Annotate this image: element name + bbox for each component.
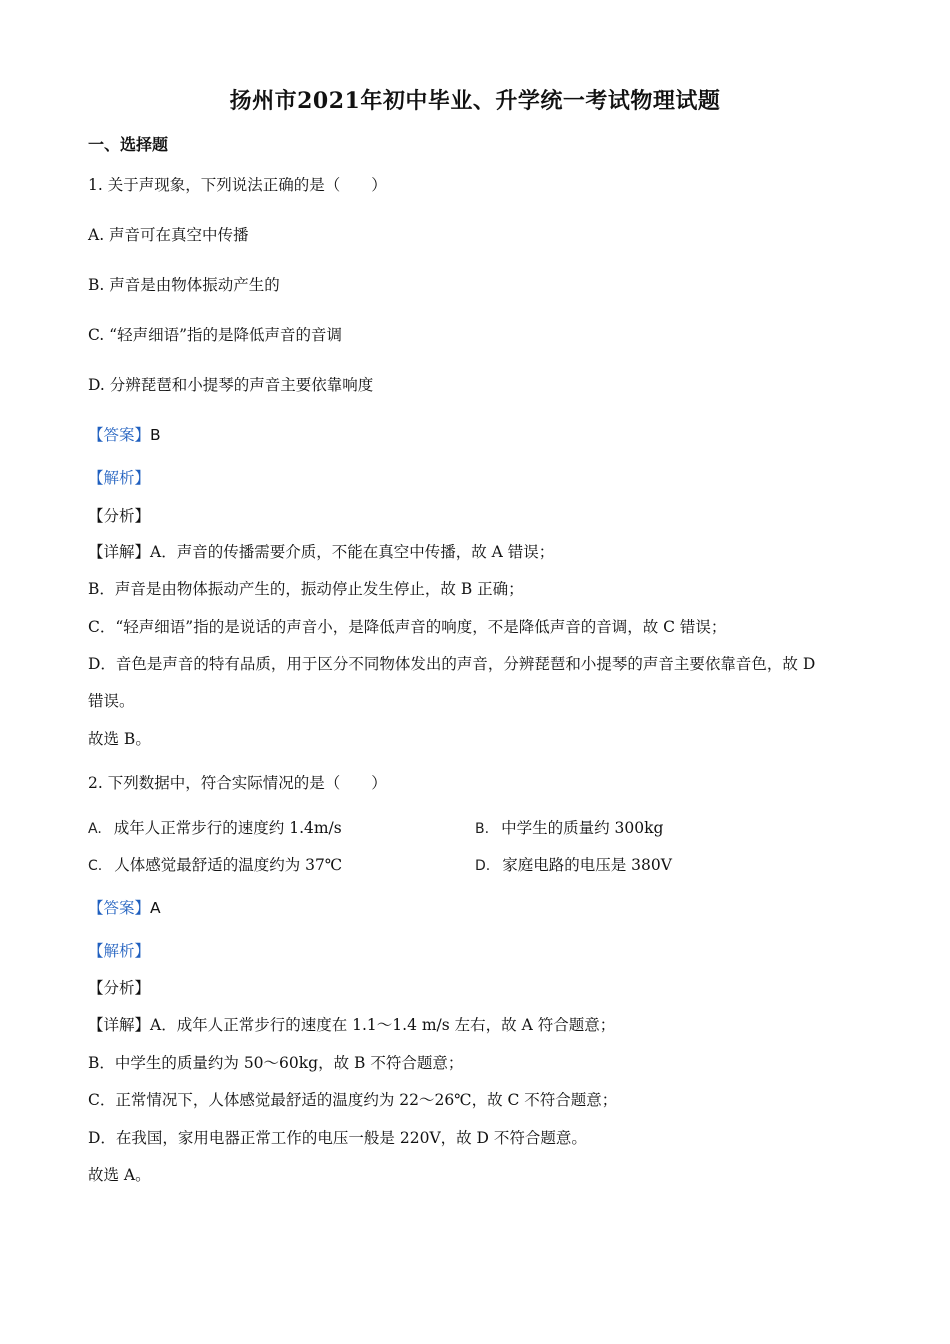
q2-detail-b: B．中学生的质量约为 50～60kg，故 B 不符合题意； [88, 1054, 464, 1072]
option-letter: D. [475, 858, 491, 874]
q2-stem: 2. 下列数据中，符合实际情况的是（ ） [88, 774, 387, 792]
q2-detail-d: D．在我国，家用电器正常工作的电压一般是 220V，故 D 不符合题意。 [88, 1129, 587, 1147]
answer-label: 【答案】 [88, 426, 151, 444]
q1-answer [88, 424, 161, 446]
q1-option-d: D. 分辨琵琶和小提琴的声音主要依靠响度 [88, 376, 374, 394]
q1-option-c: C. “轻声细语”指的是降低声音的音调 [88, 326, 343, 344]
detail-text: A．成年人正常步行的速度在 1.1～1.4 m/s 左右，故 A 符合题意； [150, 1016, 616, 1034]
q1-option-b: B. 声音是由物体振动产生的 [88, 276, 280, 294]
q2-conclusion: 故选 A。 [88, 1166, 151, 1184]
option-letter: C. [88, 858, 103, 874]
q2-analysis-label: 【解析】 [88, 942, 151, 960]
option-text: 中学生的质量约 300kg [501, 819, 664, 837]
q2-option-a [88, 816, 342, 838]
q2-detail-line [88, 1014, 615, 1036]
q1-conclusion: 故选 B。 [88, 730, 151, 748]
option-letter: A. [88, 821, 102, 837]
option-letter: B. [475, 821, 490, 837]
answer-value: A [150, 899, 161, 917]
page-title: 扬州市2021年初中毕业、升学统一考试物理试题 [229, 88, 721, 114]
detail-label: 【详解】 [88, 1016, 151, 1034]
q1-detail-d-cont: 错误。 [88, 692, 135, 710]
detail-label: 【详解】 [88, 543, 151, 561]
q1-option-a: A. 声音可在真空中传播 [88, 226, 249, 244]
q1-detail-b: B．声音是由物体振动产生的，振动停止发生停止，故 B 正确； [88, 580, 524, 598]
q2-option-c [88, 853, 342, 875]
answer-label: 【答案】 [88, 899, 151, 917]
answer-value: B [150, 426, 161, 444]
option-text: 家庭电路的电压是 380V [502, 856, 672, 874]
q2-detail-c: C．正常情况下，人体感觉最舒适的温度约为 22～26℃，故 C 不符合题意； [88, 1091, 618, 1109]
q1-detail-line [88, 541, 554, 563]
q2-option-d [475, 853, 672, 875]
q1-detail-d: D．音色是声音的特有品质，用于区分不同物体发出的声音，分辨琵琶和小提琴的声音主要依靠音色，故 D [88, 655, 816, 673]
option-text: 成年人正常步行的速度约 1.4m/s [113, 819, 342, 837]
q2-option-b [475, 816, 663, 838]
detail-text: A．声音的传播需要介质，不能在真空中传播，故 A 错误； [150, 543, 555, 561]
q1-stem: 1. 关于声现象，下列说法正确的是（ ） [88, 176, 387, 194]
option-text: 人体感觉最舒适的温度约为 37℃ [114, 856, 343, 874]
q1-fenxi-label: 【分析】 [88, 507, 151, 525]
q1-detail-c: C．“轻声细语”指的是说话的声音小，是降低声音的响度，不是降低声音的音调，故 C 错误； [88, 618, 727, 636]
q2-fenxi-label: 【分析】 [88, 979, 151, 997]
q1-analysis-label: 【解析】 [88, 469, 151, 487]
q2-answer [88, 897, 161, 919]
section-heading: 一、选择题 [88, 135, 169, 154]
